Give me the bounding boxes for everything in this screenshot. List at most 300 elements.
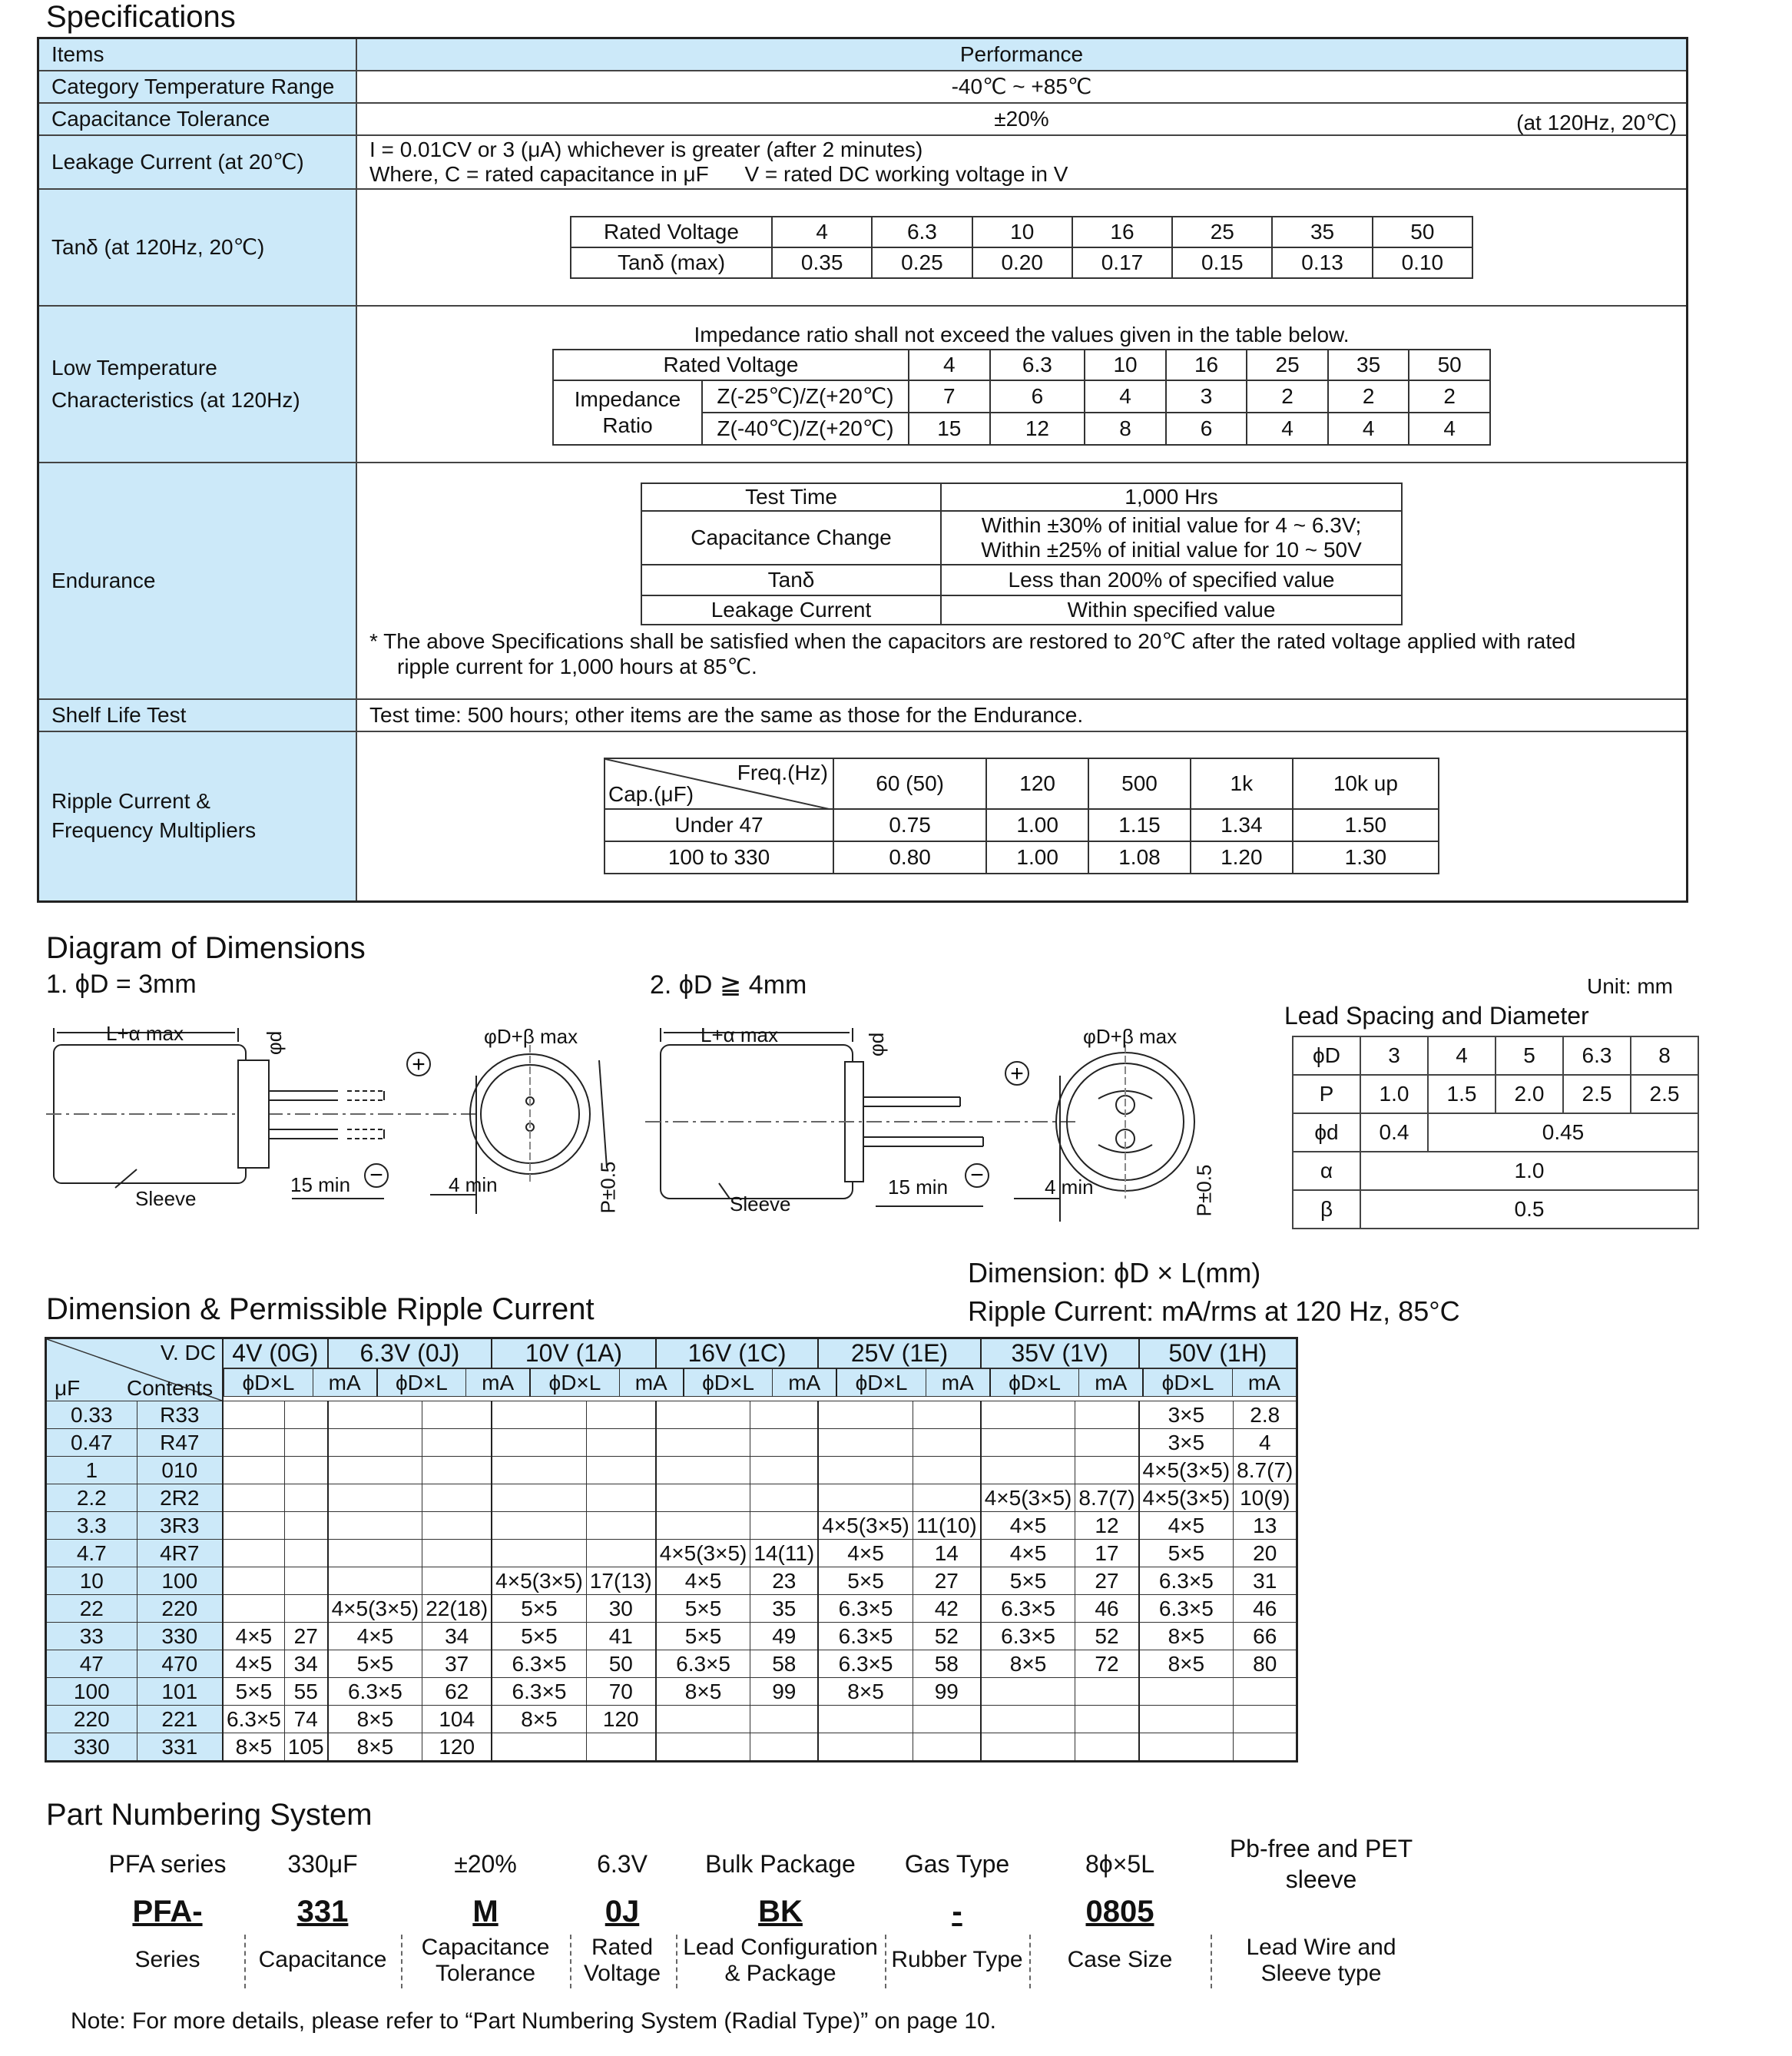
table-cell — [422, 1512, 492, 1540]
dim-contents: Contents — [127, 1376, 214, 1400]
table-cell: 6.3×5 — [818, 1650, 913, 1678]
table-cell — [284, 1429, 327, 1457]
captol-note: (at 120Hz, 20℃) — [1516, 110, 1677, 134]
shelf-value: Test time: 500 hours; other items are the same as those for the Endurance. — [356, 699, 1688, 731]
table-cell — [981, 1401, 1075, 1429]
table-row — [46, 1678, 1297, 1706]
tan-value: 0.13 — [1272, 247, 1372, 278]
lowtemp-z40-value: 15 — [909, 413, 990, 445]
table-cell — [223, 1401, 284, 1429]
lowtemp-voltage: 50 — [1409, 350, 1490, 380]
table-cell: 4×5(3×5) — [1139, 1457, 1234, 1484]
table-cell — [1075, 1401, 1139, 1429]
leak-cell — [356, 135, 1688, 189]
lead-cell: 1.5 — [1428, 1075, 1496, 1113]
table-cell: 58 — [750, 1650, 818, 1678]
table-cell: 34 — [422, 1623, 492, 1650]
d2-lalpha: L+α max — [701, 1023, 779, 1046]
separator — [244, 1935, 246, 1988]
d2-sleeve: Sleeve — [730, 1192, 791, 1215]
pn-code: - — [952, 1895, 962, 1928]
table-cell: 4 — [1234, 1429, 1297, 1457]
separator — [676, 1935, 677, 1988]
table-cell: 72 — [1075, 1650, 1139, 1678]
table-row — [46, 1540, 1297, 1567]
row-header: 22 — [46, 1595, 137, 1623]
d1-phid: φd — [263, 1030, 287, 1056]
table-cell: 6.3×5 — [818, 1623, 913, 1650]
tan-cell — [356, 189, 1688, 306]
row-header: 220 — [137, 1595, 223, 1623]
ripple-freq-head: 60 (50) — [833, 758, 986, 809]
d1-sleeve: Sleeve — [135, 1187, 197, 1210]
table-cell — [284, 1484, 327, 1512]
table-cell: 27 — [284, 1623, 327, 1650]
lead-cell: 2.0 — [1496, 1075, 1563, 1113]
table-cell: 8×5 — [492, 1706, 586, 1733]
lead-cell: 2.5 — [1631, 1075, 1698, 1113]
d2-phidbeta: φD+β max — [1083, 1025, 1178, 1048]
lowtemp-voltage: 4 — [909, 350, 990, 380]
d1-lalpha: L+α max — [106, 1022, 184, 1045]
table-cell — [586, 1429, 655, 1457]
ma-header: mA — [619, 1369, 683, 1397]
table-cell — [981, 1706, 1075, 1733]
ripple-value: 1.50 — [1293, 809, 1439, 841]
ma-header: mA — [466, 1369, 530, 1397]
table-cell — [492, 1540, 586, 1567]
ripple-value: 1.30 — [1293, 841, 1439, 874]
ripple-value: 1.08 — [1088, 841, 1191, 874]
table-cell — [223, 1457, 284, 1484]
dxl-header: ϕD×L — [684, 1369, 773, 1397]
table-cell — [656, 1401, 750, 1429]
table-cell: 37 — [422, 1650, 492, 1678]
dim-title: Dimension & Permissible Ripple Current — [46, 1292, 595, 1326]
plus-icon: + — [1010, 1061, 1024, 1086]
table-row — [46, 1567, 1297, 1595]
table-cell: 3×5 — [1139, 1429, 1234, 1457]
table-cell: 70 — [586, 1678, 655, 1706]
ma-header: mA — [773, 1369, 836, 1397]
table-cell: 5×5 — [656, 1595, 750, 1623]
d1-min4: 4 min — [449, 1173, 498, 1196]
table-cell — [586, 1512, 655, 1540]
table-cell: 30 — [586, 1595, 655, 1623]
table-cell: 50 — [586, 1650, 655, 1678]
row-header: 0.33 — [46, 1401, 137, 1429]
table-cell: 104 — [422, 1706, 492, 1733]
plus-icon: + — [412, 1052, 426, 1077]
table-cell: 4×5(3×5) — [981, 1484, 1075, 1512]
table-cell: 74 — [284, 1706, 327, 1733]
row-header: 0.47 — [46, 1429, 137, 1457]
dimension-table — [45, 1337, 1298, 1763]
table-cell: 27 — [1075, 1567, 1139, 1595]
table-cell — [750, 1512, 818, 1540]
table-cell — [223, 1595, 284, 1623]
table-cell — [492, 1733, 586, 1762]
endur-tan: Tanδ — [641, 565, 941, 595]
dim-corner — [46, 1338, 224, 1401]
table-cell: 20 — [1234, 1540, 1297, 1567]
pn-top: 8ϕ×5L — [1085, 1850, 1154, 1878]
endur-note2: ripple current for 1,000 hours at 85℃. — [397, 654, 757, 678]
lowtemp-z40-value: 4 — [1247, 413, 1328, 445]
tan-value: 0.20 — [972, 247, 1072, 278]
lead-cell: 8 — [1631, 1036, 1698, 1075]
ripple-label1: Ripple Current & — [51, 789, 210, 814]
table-cell: 5×5 — [656, 1623, 750, 1650]
table-cell — [422, 1457, 492, 1484]
table-cell: 5×5 — [818, 1567, 913, 1595]
table-cell: 8.7(7) — [1234, 1457, 1297, 1484]
endur-note1: * The above Specifications shall be satisfied when the capacitors are restored to 20℃ after the rated voltage applied with rated — [369, 628, 1576, 653]
unit-label: Unit: mm — [1587, 974, 1673, 998]
endur-leak: Leakage Current — [641, 595, 941, 625]
table-cell — [981, 1678, 1075, 1706]
table-cell: 4×5 — [981, 1512, 1075, 1540]
endur-tan-v: Less than 200% of specified value — [941, 565, 1402, 595]
table-cell: 4×5 — [656, 1567, 750, 1595]
dxl-header: ϕD×L — [990, 1369, 1079, 1397]
table-cell: 31 — [1234, 1567, 1297, 1595]
table-cell: 80 — [1234, 1650, 1297, 1678]
table-cell — [586, 1484, 655, 1512]
pn-code: M — [472, 1895, 499, 1928]
table-cell — [656, 1429, 750, 1457]
table-row — [46, 1706, 1297, 1733]
table-cell: 5×5 — [1139, 1540, 1234, 1567]
table-cell — [913, 1706, 980, 1733]
lead-cell: 0.4 — [1360, 1113, 1428, 1152]
lowtemp-z25-value: 4 — [1085, 380, 1166, 413]
lowtemp-label1: Low Temperature — [51, 355, 217, 380]
voltage-header: 25V (1E) — [818, 1338, 981, 1368]
tan-voltage: 6.3 — [872, 217, 972, 247]
ripple-label-cell — [38, 731, 357, 902]
tan-max-label: Tanδ (max) — [571, 247, 772, 278]
table-cell — [750, 1401, 818, 1429]
table-cell: 34 — [284, 1650, 327, 1678]
separator — [885, 1935, 886, 1988]
table-cell: 49 — [750, 1623, 818, 1650]
table-cell — [284, 1512, 327, 1540]
table-cell — [656, 1512, 750, 1540]
lead-cell: 6.3 — [1563, 1036, 1631, 1075]
endur-test-time-v: 1,000 Hrs — [941, 483, 1402, 511]
table-cell: 17 — [1075, 1540, 1139, 1567]
table-cell: 8×5 — [818, 1678, 913, 1706]
pn-desc: Rubber Type — [891, 1947, 1023, 1972]
table-cell: 14 — [913, 1540, 980, 1567]
pn-note: Note: For more details, please refer to “Part Numbering System (Radial Type)” on page 10. — [71, 2008, 996, 2034]
table-cell — [422, 1484, 492, 1512]
lowtemp-rv: Rated Voltage — [553, 350, 909, 380]
table-cell — [492, 1457, 586, 1484]
d2-phid: φd — [865, 1032, 889, 1057]
ripple-cell — [356, 731, 1688, 902]
tan-voltage: 35 — [1272, 217, 1372, 247]
row-header: 330 — [137, 1623, 223, 1650]
table-cell: 35 — [750, 1595, 818, 1623]
pn-top: PFA series — [108, 1850, 227, 1878]
lowtemp-voltage: 35 — [1328, 350, 1409, 380]
tan-voltage: 4 — [772, 217, 872, 247]
table-cell: 6.3×5 — [981, 1595, 1075, 1623]
ripple-value: 1.00 — [986, 809, 1088, 841]
ripple-row2-label: 100 to 330 — [605, 841, 833, 874]
table-cell: 5×5 — [981, 1567, 1075, 1595]
table-cell: 99 — [750, 1678, 818, 1706]
table-cell: 4×5 — [328, 1623, 422, 1650]
table-cell — [1075, 1457, 1139, 1484]
tan-voltage: 10 — [972, 217, 1072, 247]
voltage-header: 4V (0G) — [223, 1338, 328, 1368]
dxl-header: ϕD×L — [377, 1369, 466, 1397]
row-header: 1 — [46, 1457, 137, 1484]
table-cell: 8×5 — [223, 1733, 284, 1762]
row-header: R47 — [137, 1429, 223, 1457]
table-cell: 6.3×5 — [1139, 1567, 1234, 1595]
lowtemp-voltage: 25 — [1247, 350, 1328, 380]
table-row — [46, 1623, 1297, 1650]
captol-value: ±20% — [994, 106, 1049, 131]
table-cell — [223, 1512, 284, 1540]
ripple-freq: Freq.(Hz) — [737, 761, 828, 785]
ripple-value: 0.75 — [833, 809, 986, 841]
endur-cap-change: Capacitance Change — [641, 511, 941, 565]
table-cell — [422, 1401, 492, 1429]
ma-header: mA — [313, 1369, 376, 1397]
table-cell — [492, 1512, 586, 1540]
table-cell: 12 — [1075, 1512, 1139, 1540]
lowtemp-imp2: Ratio — [602, 413, 653, 437]
row-header: 10 — [46, 1567, 137, 1595]
lead-cell: 2.5 — [1563, 1075, 1631, 1113]
minus-icon: − — [970, 1162, 984, 1188]
table-cell: 22(18) — [422, 1595, 492, 1623]
table-cell: 8×5 — [981, 1650, 1075, 1678]
table-cell: 5×5 — [492, 1595, 586, 1623]
ripple-value: 1.15 — [1088, 809, 1191, 841]
leak-line2: Where, C = rated capacitance in μF V = rated DC working voltage in V — [369, 161, 1068, 186]
endur-test-time: Test Time — [641, 483, 941, 511]
pn-desc: Capacitance — [258, 1947, 387, 1972]
lead-cell: 4 — [1428, 1036, 1496, 1075]
lowtemp-label-cell — [38, 306, 357, 463]
leak-label: Leakage Current (at 20℃) — [38, 135, 357, 189]
lead-cell: 0.5 — [1360, 1190, 1698, 1229]
table-cell — [1234, 1706, 1297, 1733]
lowtemp-note: Impedance ratio shall not exceed the values given in the table below. — [694, 322, 1350, 347]
shelf-label: Shelf Life Test — [38, 699, 357, 731]
lead-title: Lead Spacing and Diameter — [1284, 1002, 1589, 1030]
tan-voltage: 50 — [1373, 217, 1472, 247]
voltage-header: 6.3V (0J) — [328, 1338, 492, 1368]
voltage-header: 35V (1V) — [981, 1338, 1139, 1368]
dxl-header: ϕD×L — [836, 1369, 926, 1397]
table-cell — [818, 1706, 913, 1733]
table-cell: 14(11) — [750, 1540, 818, 1567]
table-cell — [284, 1457, 327, 1484]
dim-note1: Dimension: ϕD × L(mm) — [968, 1257, 1261, 1288]
table-cell — [750, 1429, 818, 1457]
row-header: 220 — [46, 1706, 137, 1733]
lowtemp-z25-value: 6 — [990, 380, 1085, 413]
table-row — [46, 1512, 1297, 1540]
table-cell — [223, 1540, 284, 1567]
table-cell: 4×5(3×5) — [492, 1567, 586, 1595]
row-header: 2.2 — [46, 1484, 137, 1512]
diagram-title: Diagram of Dimensions — [46, 931, 366, 965]
table-cell — [1139, 1678, 1234, 1706]
lowtemp-z40: Z(-40℃)/Z(+20℃) — [702, 413, 909, 445]
ma-header: mA — [926, 1369, 989, 1397]
separator — [401, 1935, 402, 1988]
tan-value: 0.10 — [1373, 247, 1472, 278]
table-cell: 23 — [750, 1567, 818, 1595]
pn-top: Gas Type — [904, 1850, 1010, 1878]
table-cell: 4×5 — [818, 1540, 913, 1567]
d1-phidbeta: φD+β max — [484, 1025, 578, 1048]
table-cell — [284, 1595, 327, 1623]
row-header: 100 — [46, 1678, 137, 1706]
table-cell — [586, 1733, 655, 1762]
dim-vdc: V. DC — [160, 1341, 216, 1365]
row-header: 47 — [46, 1650, 137, 1678]
tan-value: 0.17 — [1072, 247, 1172, 278]
diagram-sub2: 2. ϕD ≧ 4mm — [650, 970, 807, 1000]
table-cell — [913, 1429, 980, 1457]
row-header: 33 — [46, 1623, 137, 1650]
table-cell: 52 — [1075, 1623, 1139, 1650]
table-cell — [328, 1401, 422, 1429]
table-cell: 42 — [913, 1595, 980, 1623]
spec-head-perf: Performance — [356, 38, 1688, 71]
table-cell — [284, 1540, 327, 1567]
lowtemp-voltage: 6.3 — [990, 350, 1085, 380]
table-cell: 8×5 — [1139, 1623, 1234, 1650]
table-cell — [1139, 1733, 1234, 1762]
table-cell — [981, 1429, 1075, 1457]
table-cell: 120 — [422, 1733, 492, 1762]
lowtemp-voltage: 10 — [1085, 350, 1166, 380]
ma-header: mA — [1079, 1369, 1143, 1397]
table-cell: 13 — [1234, 1512, 1297, 1540]
row-header: 100 — [137, 1567, 223, 1595]
table-cell — [1075, 1429, 1139, 1457]
table-cell: 6.3×5 — [1139, 1595, 1234, 1623]
ripple-freq-head: 1k — [1191, 758, 1293, 809]
table-cell — [328, 1429, 422, 1457]
endur-cell — [356, 463, 1688, 699]
lowtemp-z25-value: 7 — [909, 380, 990, 413]
lowtemp-z25-value: 3 — [1166, 380, 1247, 413]
lowtemp-z25-value: 2 — [1409, 380, 1490, 413]
ripple-label2: Frequency Multipliers — [51, 818, 257, 843]
table-cell: 8.7(7) — [1075, 1484, 1139, 1512]
lowtemp-z40-value: 4 — [1328, 413, 1409, 445]
ripple-freq-head: 10k up — [1293, 758, 1439, 809]
lead-table — [1292, 1036, 1699, 1229]
table-cell: 8×5 — [328, 1733, 422, 1762]
table-cell: 5×5 — [328, 1650, 422, 1678]
row-header: 331 — [137, 1733, 223, 1762]
endur-leak-v: Within specified value — [941, 595, 1402, 625]
table-cell — [328, 1540, 422, 1567]
table-cell — [656, 1484, 750, 1512]
ripple-corner — [605, 758, 833, 809]
spec-title: Specifications — [46, 0, 236, 34]
ripple-cap: Cap.(μF) — [608, 782, 694, 807]
d2-min4: 4 min — [1045, 1176, 1094, 1199]
endur-cap-v — [941, 511, 1402, 565]
table-cell — [818, 1401, 913, 1429]
table-cell: 6.3×5 — [981, 1623, 1075, 1650]
table-cell: 105 — [284, 1733, 327, 1762]
table-cell: 6.3×5 — [492, 1650, 586, 1678]
lead-cell: 1.0 — [1360, 1152, 1698, 1190]
captol-cell — [356, 103, 1688, 135]
table-cell — [1139, 1706, 1234, 1733]
voltage-header: 10V (1A) — [492, 1338, 656, 1368]
table-cell — [328, 1512, 422, 1540]
table-cell: 4×5(3×5) — [656, 1540, 750, 1567]
table-cell — [750, 1706, 818, 1733]
row-header: 330 — [46, 1733, 137, 1762]
dxl-header: ϕD×L — [1143, 1369, 1232, 1397]
pn-top: Bulk Package — [705, 1850, 856, 1878]
table-cell: 6.3×5 — [223, 1706, 284, 1733]
temp-label: Category Temperature Range — [38, 71, 357, 103]
table-cell — [586, 1457, 655, 1484]
endur-cap-v2: Within ±25% of initial value for 10 ~ 50V — [981, 537, 1362, 562]
row-header: 4.7 — [46, 1540, 137, 1567]
lowtemp-z40-value: 12 — [990, 413, 1085, 445]
lead-cell: ϕD — [1293, 1036, 1360, 1075]
table-cell — [913, 1484, 980, 1512]
table-cell — [586, 1540, 655, 1567]
lowtemp-imp-cell — [553, 380, 702, 445]
pn-top: 330μF — [287, 1850, 358, 1878]
table-cell — [223, 1429, 284, 1457]
table-cell: 6.3×5 — [492, 1678, 586, 1706]
row-header: 4R7 — [137, 1540, 223, 1567]
lowtemp-z40-value: 4 — [1409, 413, 1490, 445]
table-cell: 4×5 — [981, 1540, 1075, 1567]
table-cell: 8×5 — [328, 1706, 422, 1733]
table-cell — [586, 1401, 655, 1429]
table-cell — [1234, 1733, 1297, 1762]
ripple-value: 1.34 — [1191, 809, 1293, 841]
table-cell — [492, 1429, 586, 1457]
leak-line1: I = 0.01CV or 3 (μA) whichever is greater (after 2 minutes) — [369, 137, 923, 161]
table-cell — [656, 1706, 750, 1733]
tan-voltage: 25 — [1172, 217, 1272, 247]
spec-table — [37, 37, 1688, 903]
table-cell: 66 — [1234, 1623, 1297, 1650]
ripple-table — [604, 758, 1439, 874]
pn-desc: Series — [134, 1947, 200, 1972]
tan-voltage: 16 — [1072, 217, 1172, 247]
table-cell — [913, 1733, 980, 1762]
table-cell: 3×5 — [1139, 1401, 1234, 1429]
d1-min15: 15 min — [290, 1173, 351, 1196]
table-cell: 10(9) — [1234, 1484, 1297, 1512]
ripple-value: 1.00 — [986, 841, 1088, 874]
table-cell — [656, 1457, 750, 1484]
